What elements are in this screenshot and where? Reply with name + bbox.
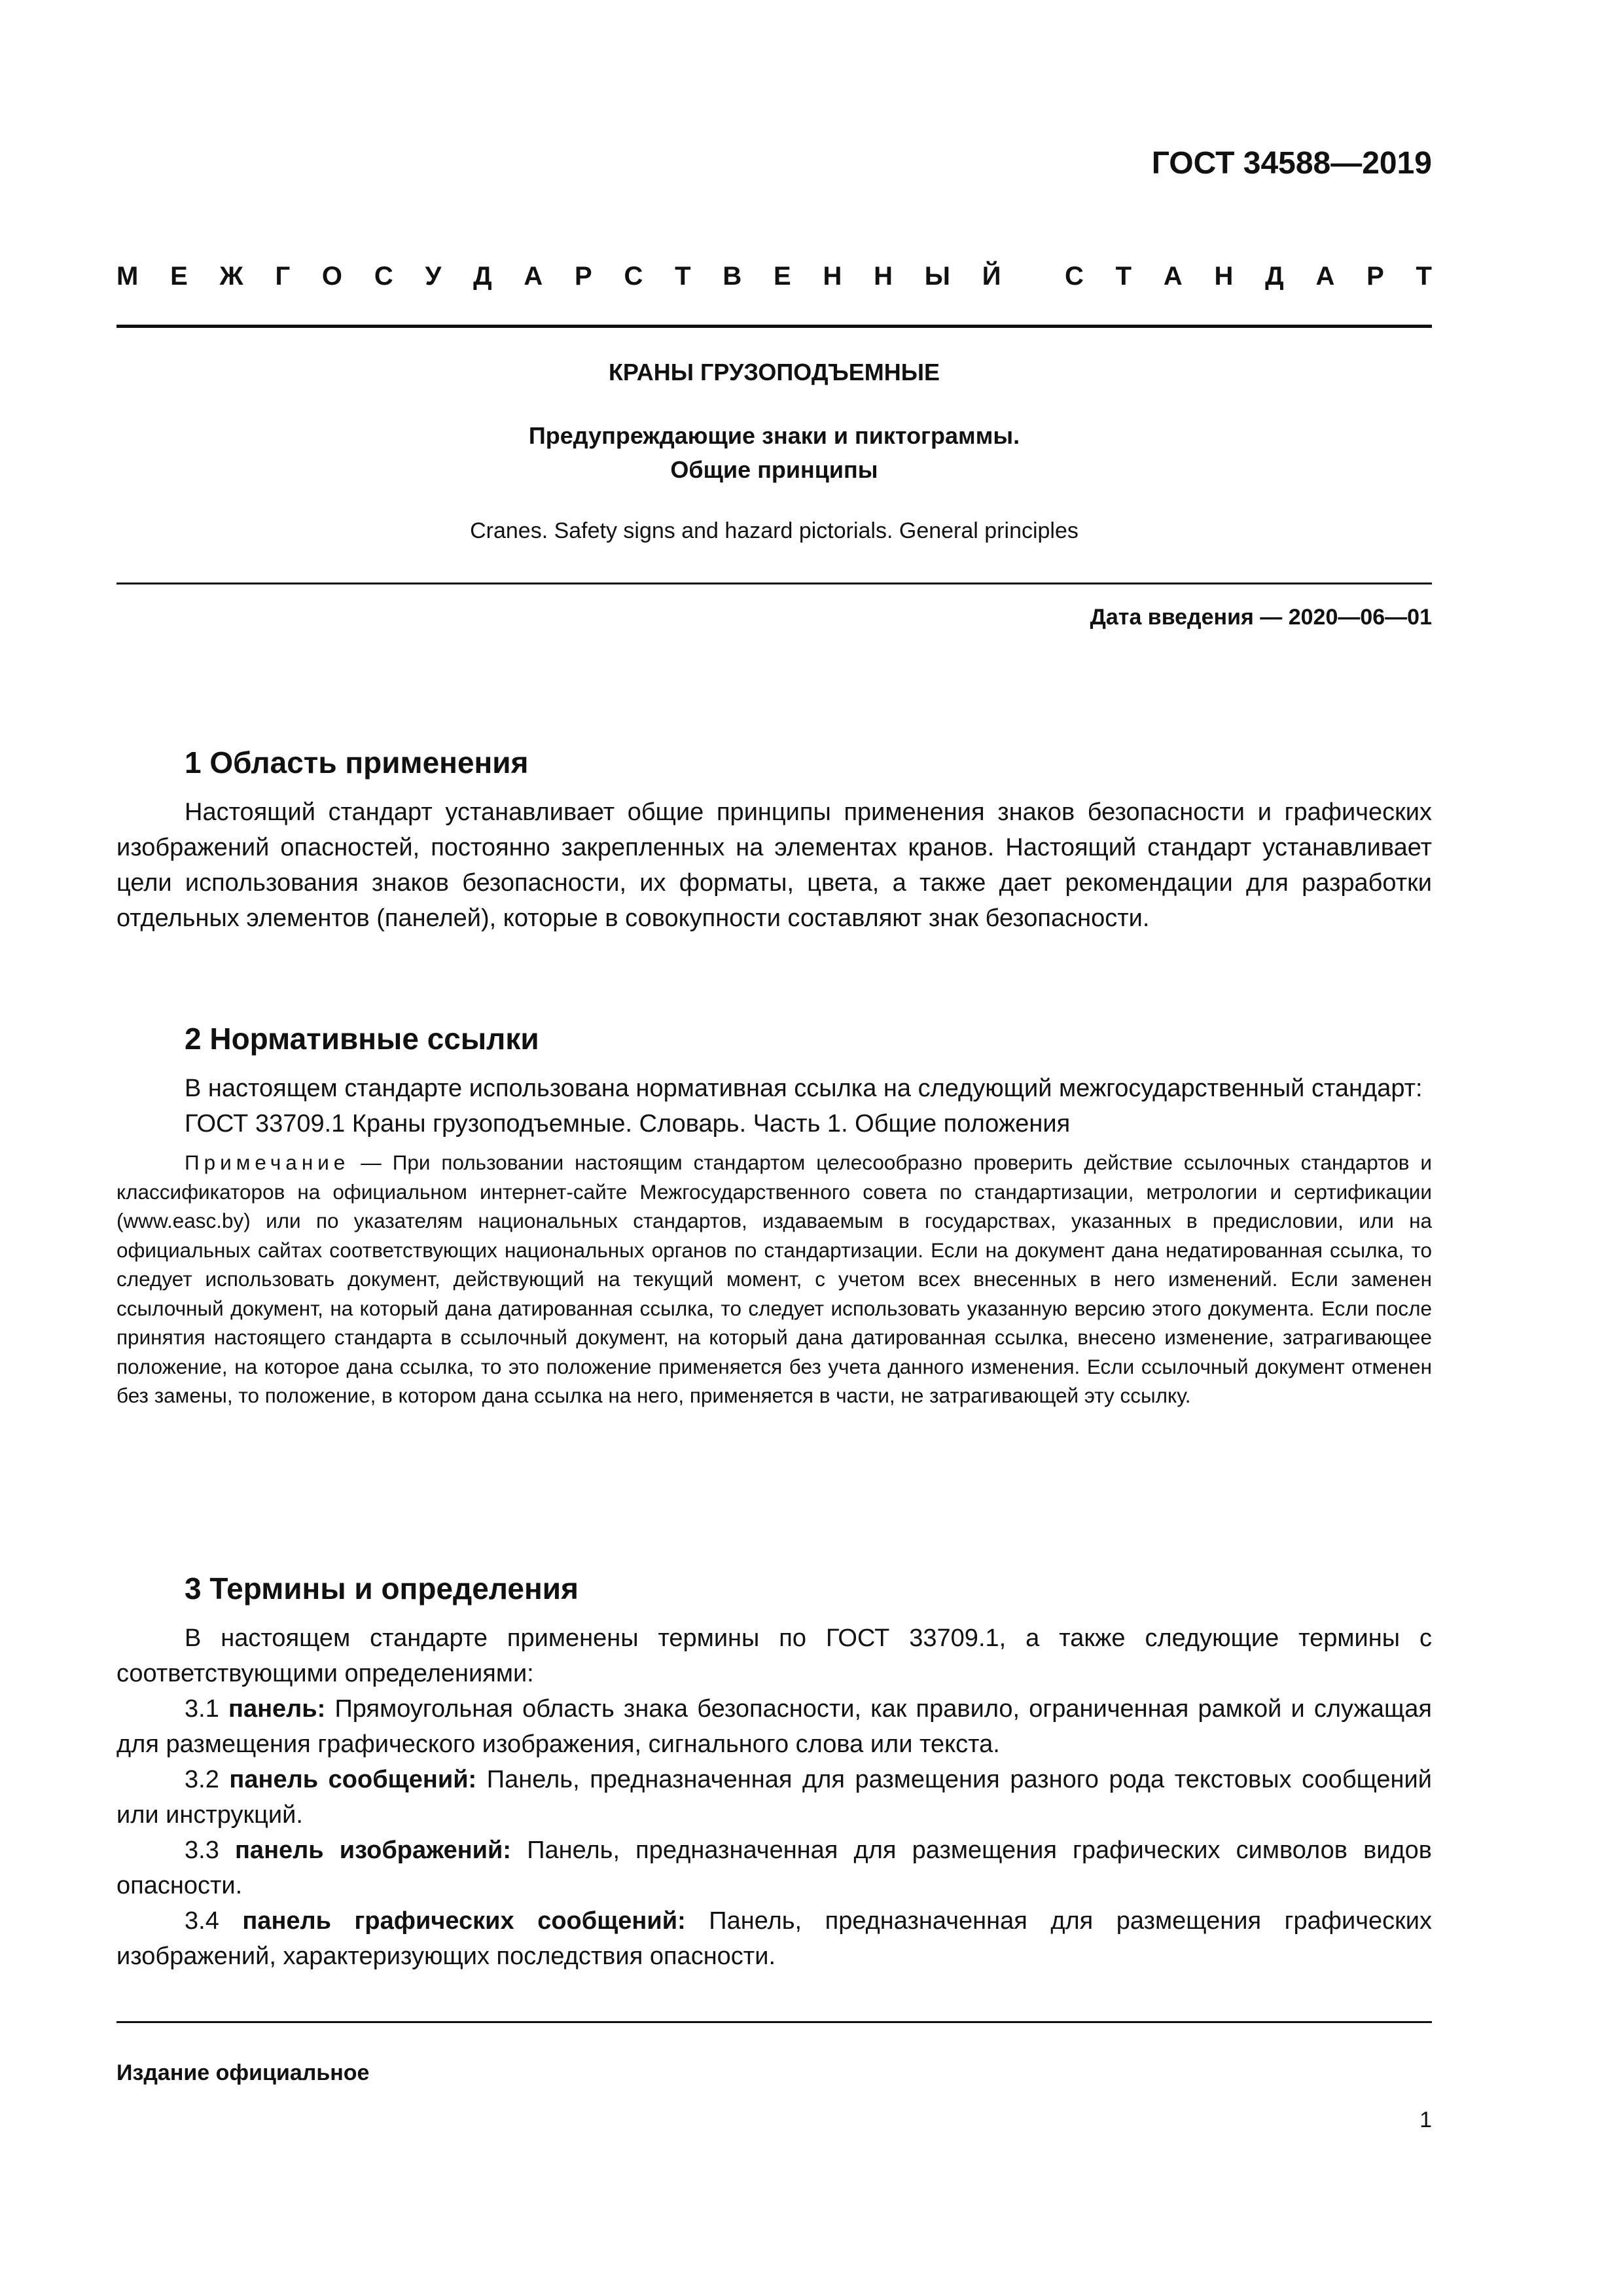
header-divider — [116, 325, 1432, 328]
term-name: панель изображений: — [234, 1837, 512, 1864]
term-text: Панель, предназначенная для размещения графических изображений, характеризующих последствия опасности. — [116, 1907, 1432, 1970]
footer-divider — [116, 2021, 1432, 2023]
category-letter: О — [321, 262, 343, 291]
category-letter: Р — [575, 262, 592, 291]
section-heading: 3 Термины и определения — [185, 1571, 579, 1605]
category-letter: Н — [823, 262, 842, 291]
edition-label: Издание официальное — [116, 2060, 370, 2085]
category-letter: Т — [1416, 262, 1432, 291]
category-letter: Н — [874, 262, 893, 291]
term-definition — [116, 1833, 1432, 1903]
term-number: 3.1 — [185, 1695, 228, 1723]
category-letter: Ж — [219, 262, 243, 291]
note-text: — При пользовании настоящим стандартом целесообразно проверить действие ссылочных стандартов и классификаторов на официальном интернет-сайте Межгосударственного совета по стандартизации, метрологии и сертификации (www.easc.by) или по указателям национальных стандартов, издаваемым в государствах, указанных в предисловии, или на официальных сайтах соответствующих национальных органов по стандартизации. Если на документ дана недатированная ссылка, то следует использовать документ, действующий на текущий момент, с учетом всех внесенных в него изменений. Если заменен ссылочный документ, на который дана датированная ссылка, то следует использовать указанную версию этого документа. Если после принятия настоящего стандарта в ссылочный документ, на который дана датированная ссылка, внесено изменение, затрагивающее положение, на которое дана ссылка, то это положение применяется без учета данного изменения. Если ссылочный документ отменен без замены, то положение, в котором дана ссылка на него, применяется в части, не затрагивающей эту ссылку. — [116, 1151, 1432, 1407]
category-letter: Н — [1214, 262, 1234, 291]
category-letter: Е — [774, 262, 791, 291]
category-letter: В — [722, 262, 742, 291]
term-name: панель сообщений: — [229, 1766, 477, 1793]
term-text: Прямоугольная область знака безопасности, как правило, ограниченная рамкой и служащая для размещения графического изображения, сигнального слова или текста. — [116, 1695, 1432, 1758]
term-text: Панель, предназначенная для размещения графических символов видов опасности. — [116, 1837, 1432, 1899]
title-divider — [116, 583, 1432, 584]
category-letter: Т — [1115, 262, 1132, 291]
category-letter: Д — [473, 262, 492, 291]
category-letter: У — [425, 262, 442, 291]
normative-reference: ГОСТ 33709.1 Краны грузоподъемные. Словарь. Часть 1. Общие положения — [185, 1110, 1071, 1138]
section-paragraph: В настоящем стандарте применены термины по ГОСТ 33709.1, а также следующие термины с соответствующими определениями: — [116, 1624, 1432, 1687]
category-letter: Е — [170, 262, 188, 291]
subtitle-line: Общие принципы — [670, 456, 878, 483]
note-label: Примечание — [185, 1151, 350, 1174]
introduction-date: Дата введения — 2020—06—01 — [1090, 605, 1432, 630]
category-letter: С — [1065, 262, 1084, 291]
standard-category — [116, 262, 1432, 291]
term-name: панель графических сообщений: — [242, 1907, 686, 1935]
category-letter: Р — [1366, 262, 1384, 291]
section-3 — [116, 1571, 1432, 1974]
term-number: 3.3 — [185, 1837, 235, 1864]
category-letter: Д — [1265, 262, 1284, 291]
section-2 — [116, 1021, 1432, 1410]
term-definition — [116, 1903, 1432, 1974]
document-page — [116, 0, 1432, 2296]
page-number: 1 — [1419, 2108, 1432, 2132]
english-title: Cranes. Safety signs and hazard pictorials. General principles — [470, 518, 1079, 543]
note-paragraph — [116, 1148, 1432, 1410]
term-text: Панель, предназначенная для размещения разного рода текстовых сообщений или инструкций. — [116, 1766, 1432, 1829]
term-number: 3.2 — [185, 1766, 230, 1793]
subtitle-line: Предупреждающие знаки и пиктограммы. — [528, 422, 1020, 449]
category-letter: Й — [982, 262, 1001, 291]
section-1 — [116, 745, 1432, 936]
term-definition — [116, 1691, 1432, 1762]
category-letter: А — [1163, 262, 1183, 291]
category-letter: А — [524, 262, 543, 291]
section-paragraph: Настоящий стандарт устанавливает общие принципы применения знаков безопасности и графических изображений опасностей, постоянно закрепленных на элементах кранов. Настоящий стандарт устанавливает цели использования знаков безопасности, их форматы, цвета, а также дает рекомендации для разработки отдельных элементов (панелей), которые в совокупности составляют знак безопасности. — [116, 798, 1432, 932]
category-letter: Г — [275, 262, 291, 291]
category-letter: С — [374, 262, 393, 291]
category-letter: М — [116, 262, 139, 291]
category-letter: Ы — [924, 262, 950, 291]
standard-code: ГОСТ 34588—2019 — [1151, 146, 1432, 181]
category-letter: С — [624, 262, 643, 291]
document-title: КРАНЫ ГРУЗОПОДЪЕМНЫЕ — [608, 359, 940, 386]
category-letter: А — [1315, 262, 1335, 291]
document-subtitle — [116, 419, 1432, 487]
section-heading: 1 Область применения — [185, 745, 529, 780]
section-paragraph: В настоящем стандарте использована нормативная ссылка на следующий межгосударственный стандарт: — [185, 1075, 1423, 1102]
section-heading: 2 Нормативные ссылки — [185, 1022, 539, 1056]
term-definition — [116, 1762, 1432, 1833]
term-number: 3.4 — [185, 1907, 243, 1935]
category-letter: Т — [675, 262, 691, 291]
term-name: панель: — [228, 1695, 326, 1723]
